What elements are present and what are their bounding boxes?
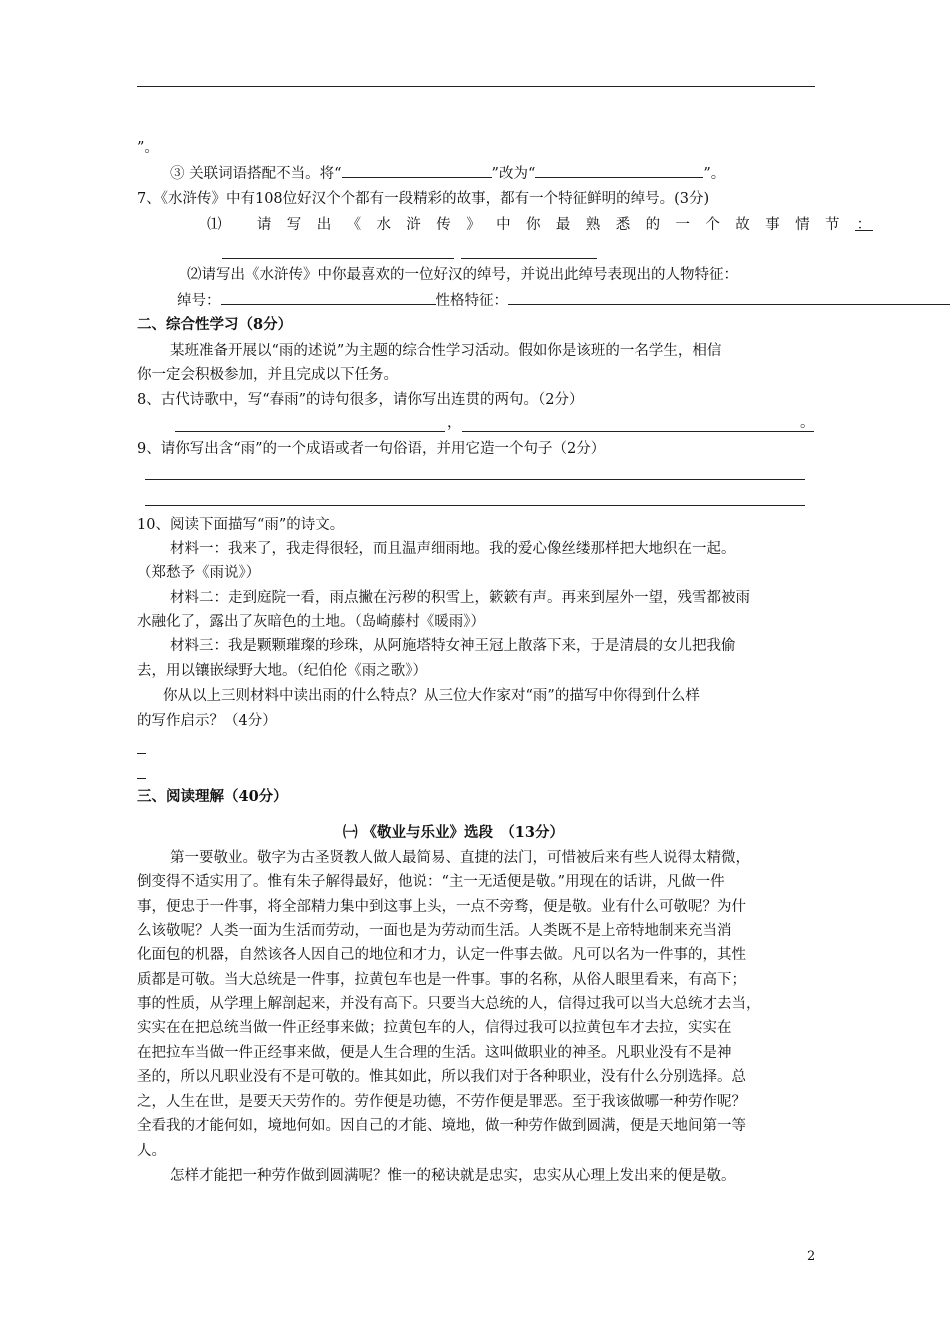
section-2-intro-2: 你一定会积极参加，并且完成以下任务。 [137,367,398,383]
trait-blank[interactable] [508,290,950,305]
question-9-answer-line-2[interactable] [145,505,805,506]
question-7: 7、《水浒传》中有108位好汉个个都有一段精彩的故事，都有一个特征鲜明的绰号。(3分) [137,191,710,207]
conjunction-text-a: ③ 关联词语搭配不当。将“ [170,166,342,182]
question-conjunction [170,163,725,183]
passage-line: 质都是可敬。当大总统是一件事，拉黄包车也是一件事。事的名称，从俗人眼里看来，有高下； [137,972,746,988]
nickname-row [177,290,950,310]
material-3-line-1: 材料三：我是颗颗璀璨的珍珠，从阿施塔特女神王冠上散落下来，于是清晨的女儿把我偷 [170,638,736,654]
passage-paragraph-2: 怎样才能把一种劳作做到圆满呢？惟一的秘诀就是忠实，忠实从心理上发出来的便是敬。 [170,1168,736,1184]
question-7-1-answer-line-a [222,258,454,259]
page-number: 2 [807,1249,816,1264]
question-8-end-underline [800,431,814,432]
question-8: 8、古代诗歌中，写“春雨”的诗句很多，请你写出连贯的两句。（2分） [137,392,584,408]
question-10-ask-1: 你从以上三则材料中读出雨的什么特点？从三位大作家对“雨”的描写中你得到什么样 [163,688,700,704]
passage-line: 人。 [137,1143,166,1159]
question-7-1-answer-line-b [461,258,597,259]
question-9: 9、请你写出含“雨”的一个成语或者一句俗语，并用它造一个句子（2分） [137,441,606,457]
material-2-line-1: 材料二：走到庭院一看，雨点撇在污秽的积雪上，簌簌有声。再来到屋外一望，残雪都被雨 [170,590,750,606]
section-2-intro-1: 某班准备开展以“雨的述说”为主题的综合性学习活动。假如你是该班的一名学生，相信 [170,343,722,359]
material-1-line-1: 材料一：我来了，我走得很轻，而且温声细雨地。我的爱心像丝缕那样把大地织在一起。 [170,541,736,557]
conjunction-blank-2[interactable] [535,163,703,178]
passage-line: 第一要敬业。敬字为古圣贤教人做人最简易、直捷的法门，可惜被后来有些人说得太精微， [170,850,750,866]
trait-label: 性格特征： [435,293,508,309]
passage-line: 么该敬呢？人类一面为生活而劳动，一面也是为劳动而生活。人类既不是上帝特地制来充当消 [137,923,732,939]
question-9-answer-line-1[interactable] [145,479,805,480]
material-3-line-2: 去，用以镶嵌绿野大地。（纪伯伦《雨之歌》） [137,663,427,679]
question-10: 10、阅读下面描写“雨”的诗文。 [137,517,345,533]
passage-line: 化面包的机器，自然该各人因自己的地位和才力，认定一件事去做。凡可以名为一件事的，其性 [137,947,746,963]
passage-title: ㈠ 《敬业与乐业》选段 （13分） [343,824,564,841]
nickname-label: 绰号： [177,293,221,309]
conjunction-text-c: ”。 [703,166,726,182]
question-7-1 [207,216,873,234]
question-7-1-colon-blank[interactable]: ： [856,217,872,233]
passage-line: 全看我的才能何如，境地何如。因自己的才能、境地，做一种劳作做到圆满，便是天地间第一等 [137,1118,746,1134]
question-7-2: ⑵请写出《水浒传》中你最喜欢的一位好汉的绰号，并说出此绰号表现出的人物特征： [187,267,738,283]
question-7-1-text: ⑴ 请写出《水浒传》中你最熟悉的一个故事情节 [207,217,855,233]
section-3-title: 三、阅读理解（40分） [137,788,288,805]
question-10-answer-stub-2[interactable] [137,778,146,779]
section-2-title: 二、综合性学习（8分） [137,316,293,333]
conjunction-blank-1[interactable] [342,163,492,178]
question-10-ask-2: 的写作启示？（4分） [137,713,277,729]
material-2-line-2: 水融化了，露出了灰暗色的土地。（岛崎藤村《暖雨》） [137,614,485,630]
question-8-blank-2[interactable] [462,431,802,432]
close-quote: ”。 [137,140,159,156]
passage-line: 圣的，所以凡职业没有不是可敬的。惟其如此，所以我们对于各种职业，没有什么分别选择。总 [137,1069,746,1085]
question-10-answer-stub-1[interactable] [137,753,146,754]
passage-line: 事的性质，从学理上解剖起来，并没有高下。只要当大总统的人，信得过我可以当大总统才去当， [137,996,761,1012]
question-8-blank-1[interactable] [175,431,445,432]
passage-line: 事，便忠于一件事，将全部精力集中到这事上头，一点不旁骛，便是敬。业有什么可敬呢？为什 [137,899,746,915]
top-answer-line [137,86,815,87]
conjunction-text-b: ”改为“ [491,166,536,182]
passage-line: 之，人生在世，是要天天劳作的。劳作便是功德，不劳作便是罪恶。至于我该做哪一种劳作呢？ [137,1094,746,1110]
material-1-line-2: （郑愁予《雨说》） [137,565,261,581]
question-8-comma: ， [447,415,462,431]
passage-line: 倒变得不适实用了。惟有朱子解得最好，他说：“主一无适便是敬。”用现在的话讲，凡做一件 [137,874,725,890]
nickname-blank[interactable] [221,290,436,305]
passage-line: 实实在在把总统当做一件正经事来做；拉黄包车的人，信得过我可以拉黄包车才去拉，实实在 [137,1020,732,1036]
passage-line: 在把拉车当做一件正经事来做，便是人生合理的生活。这叫做职业的神圣。凡职业没有不是神 [137,1045,732,1061]
question-8-end: 。 [800,415,815,431]
